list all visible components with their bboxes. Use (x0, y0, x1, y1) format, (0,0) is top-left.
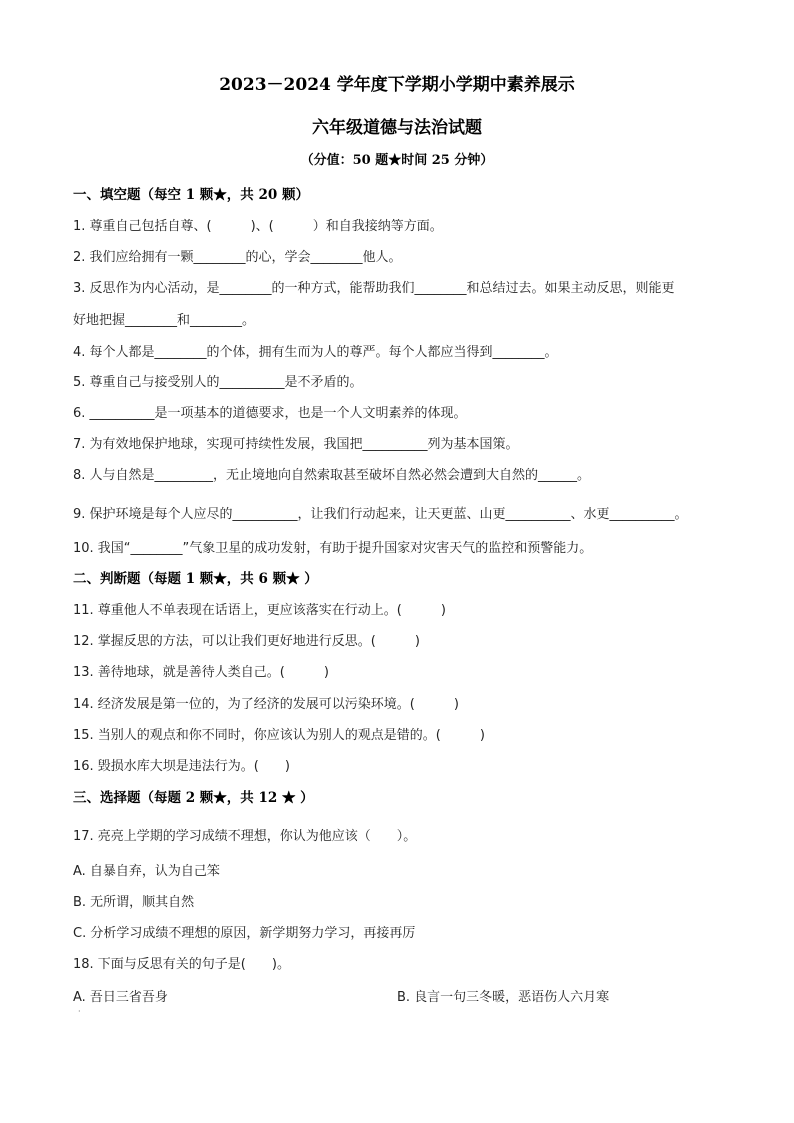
exam-title: 2023－2024 学年度下学期小学期中素养展示 (219, 75, 575, 95)
question-line: 6. __________是一项基本的道德要求，也是一个人文明素养的体现。 (73, 406, 467, 421)
section1-heading: 一、填空题（每空 1 颗★，共 20 颗） (73, 187, 309, 203)
question-line: 13. 善待地球，就是善待人类自己。( ) (73, 665, 329, 680)
question-line: 1. 尊重自己包括自尊、( )、( ）和自我接纳等方面。 (73, 219, 443, 234)
option-line: B. 无所谓，顺其自然 (73, 895, 195, 910)
question-line: 8. 人与自然是_________，无止境地向自然索取甚至破坏自然必然会遭到大自然的______。 (73, 468, 591, 483)
question-line: 10. 我国“________”气象卫星的成功发射，有助于提升国家对灾害天气的监控和预警能力。 (73, 541, 593, 556)
stray-mark: · (78, 1007, 81, 1016)
question-line: 11. 尊重他人不单表现在话语上，更应该落实在行动上。( ) (73, 603, 446, 618)
question-line: 9. 保护环境是每个人应尽的__________，让我们行动起来，让天更蓝、山更__________、水更__________。 (73, 507, 688, 522)
question-stem: 18. 下面与反思有关的句子是( )。 (73, 957, 290, 972)
score-info: （分值：50 题★时间 25 分钟） (300, 153, 494, 168)
question-line: 16. 毁损水库大坝是违法行为。( ) (73, 759, 290, 774)
question-line: 4. 每个人都是________的个体，拥有生而为人的尊严。每个人都应当得到________。 (73, 345, 558, 360)
question-line: 7. 为有效地保护地球，实现可持续性发展，我国把__________列为基本国策。 (73, 437, 519, 452)
question-line: 2. 我们应给拥有一颗________的心，学会________他人。 (73, 250, 402, 265)
question-line: 好地把握________和________。 (73, 313, 256, 328)
question-line: 3. 反思作为内心活动，是________的一种方式，能帮助我们________和总结过去。如果主动反思，则能更 (73, 281, 675, 296)
option-line: C. 分析学习成绩不理想的原因，新学期努力学习，再接再厉 (73, 926, 416, 941)
option-line: B. 良言一句三冬暖，恶语伤人六月寒 (397, 990, 610, 1005)
question-stem: 17. 亮亮上学期的学习成绩不理想，你认为他应该（ ）。 (73, 829, 417, 844)
option-line: A. 自暴自弃，认为自己笨 (73, 864, 220, 879)
section3-heading: 三、选择题（每题 2 颗★，共 12 ★ ） (73, 790, 314, 806)
question-line: 5. 尊重自己与接受别人的__________是不矛盾的。 (73, 375, 363, 390)
option-line: A. 吾日三省吾身 (73, 990, 168, 1005)
exam-subtitle: 六年级道德与法治试题 (312, 118, 482, 138)
question-line: 12. 掌握反思的方法，可以让我们更好地进行反思。( ) (73, 634, 420, 649)
question-line: 14. 经济发展是第一位的，为了经济的发展可以污染环境。( ) (73, 697, 459, 712)
question-line: 15. 当别人的观点和你不同时，你应该认为别人的观点是错的。( ) (73, 728, 485, 743)
section2-heading: 二、判断题（每题 1 颗★，共 6 颗★ ） (73, 571, 318, 587)
